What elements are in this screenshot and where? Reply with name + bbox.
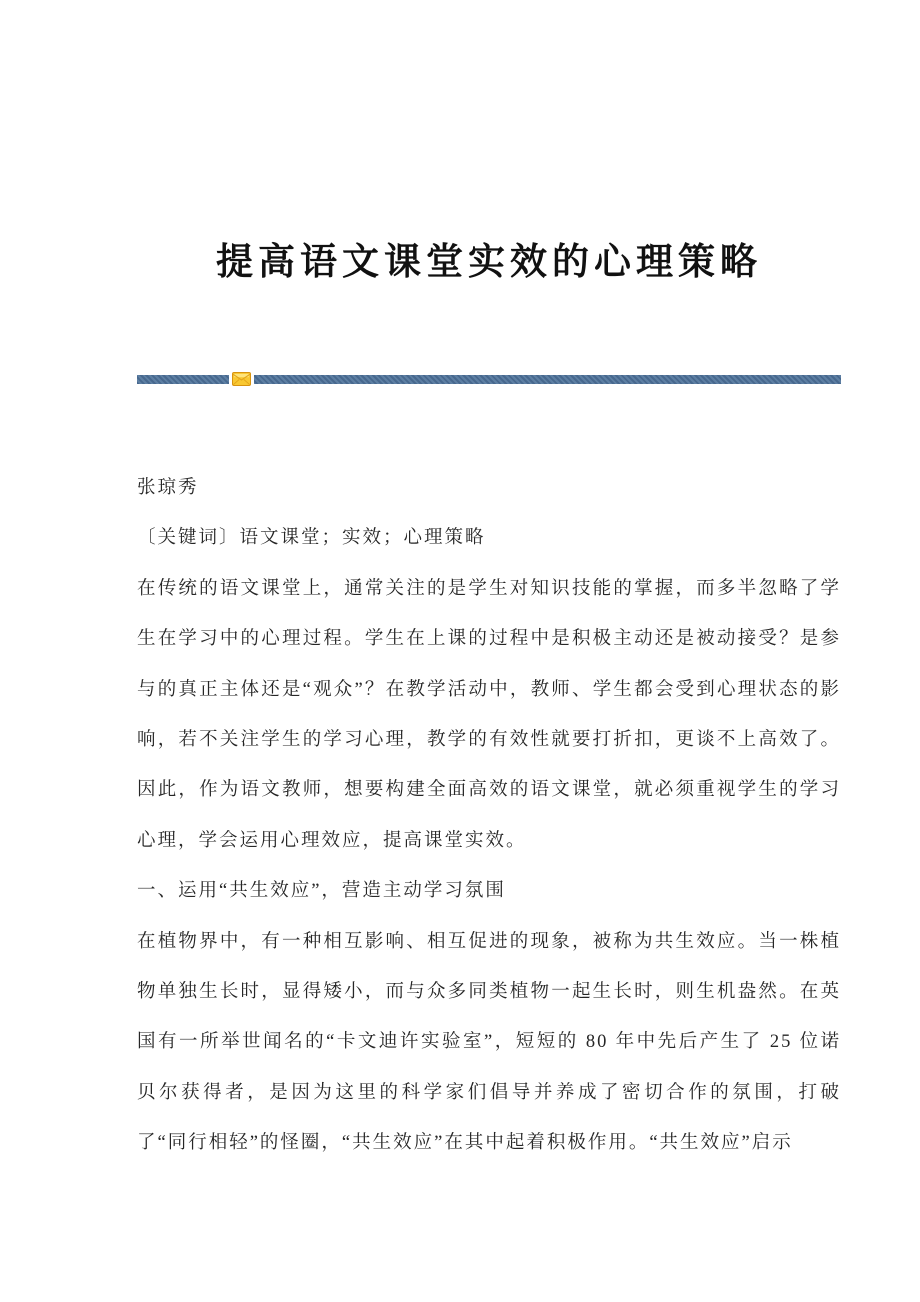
author-name: 张琼秀 (137, 478, 199, 498)
keywords-line: 〔关键词〕语文课堂；实效；心理策略 (137, 528, 486, 549)
section-heading: 一、运用“共生效应”，营造主动学习氛围 (137, 881, 506, 902)
envelope-icon (232, 372, 251, 386)
document-body (137, 463, 841, 1169)
paragraph: 在植物界中，有一种相互影响、相互促进的现象，被称为共生效应。当一株植物单独生长时，显得矮小，而与众多同类植物一起生长时，则生机盎然。在英国有一所举世闻名的“卡文迪许实验室”，短短的 80 年中先后产生了 25 位诺贝尔获得者，是因为这里的科学家们倡导并养成了密切合作的氛围，打破了“同行相轻”的怪圈，“共生效应”在其中起着积极作用。“共生效应”启示 (137, 931, 841, 1154)
paragraph: 在传统的语文课堂上，通常关注的是学生对知识技能的掌握，而多半忽略了学生在学习中的心理过程。学生在上课的过程中是积极主动还是被动接受？是参与的真正主体还是“观众”？在教学活动中，教师、学生都会受到心理状态的影响，若不关注学生的学习心理，教学的有效性就要打折扣，更谈不上高效了。因此，作为语文教师，想要构建全面高效的语文课堂，就必须重视学生的学习心理，学会运用心理效应，提高课堂实效。 (137, 578, 841, 851)
divider-bar (137, 375, 841, 384)
document-title: 提高语文课堂实效的心理策略 (216, 241, 762, 283)
